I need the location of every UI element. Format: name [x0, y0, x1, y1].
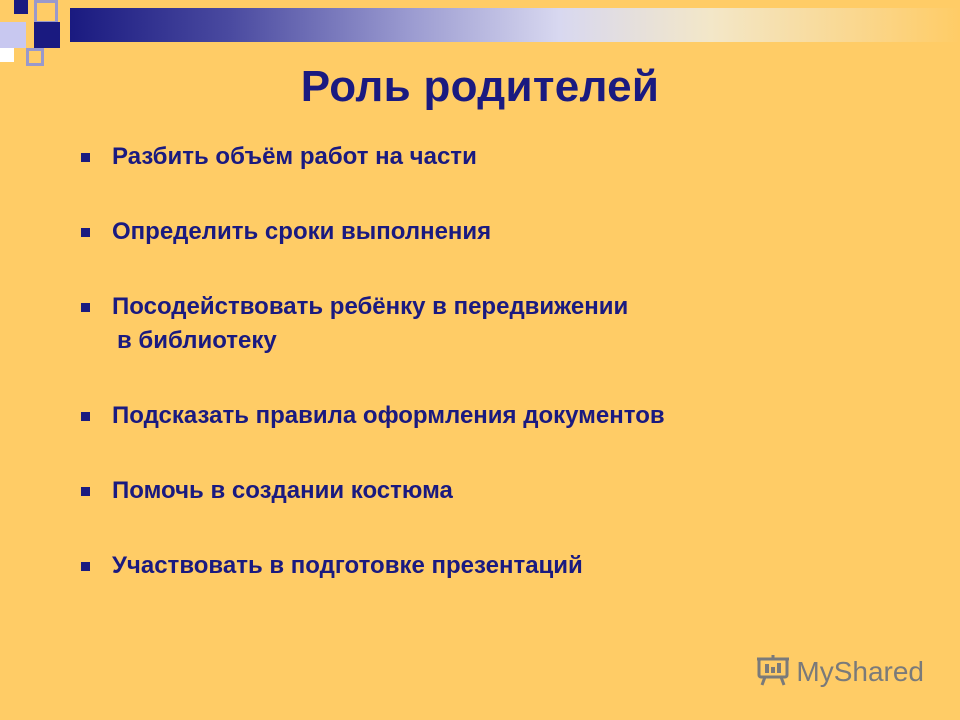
square-bullet-icon	[81, 487, 90, 496]
bullet-text: Участвовать в подготовке презентаций	[112, 552, 583, 579]
slide-title: Роль родителей	[300, 62, 660, 111]
bullet-list	[78, 140, 938, 624]
decor-square-light	[0, 22, 26, 48]
decor-square-outline	[34, 0, 58, 24]
square-bullet-icon	[81, 228, 90, 237]
decor-square-white	[0, 48, 14, 62]
bullet-item	[78, 290, 938, 358]
bullet-item	[78, 549, 938, 583]
watermark-logo[interactable]	[756, 652, 924, 692]
square-bullet-icon	[81, 153, 90, 162]
presentation-board-icon	[756, 653, 790, 692]
watermark-text: MyShared	[796, 656, 924, 687]
bullet-text: Посодействовать ребёнку в передвижении	[112, 293, 629, 320]
square-bullet-icon	[81, 412, 90, 421]
bullet-item	[78, 399, 938, 433]
bullet-text-continuation: в библиотеку	[117, 327, 277, 354]
bullet-text: Разбить объём работ на части	[112, 143, 477, 170]
decor-square-navy	[14, 0, 28, 14]
bullet-item	[78, 215, 938, 249]
bullet-text: Подсказать правила оформления документов	[112, 402, 665, 429]
square-bullet-icon	[81, 562, 90, 571]
bullet-text: Определить сроки выполнения	[112, 218, 492, 245]
header-gradient-bar	[70, 8, 960, 42]
bullet-text: Помочь в создании костюма	[112, 477, 453, 504]
decor-square-navy-2	[34, 22, 60, 48]
bullet-item	[78, 474, 938, 508]
bullet-item	[78, 140, 938, 174]
square-bullet-icon	[81, 303, 90, 312]
